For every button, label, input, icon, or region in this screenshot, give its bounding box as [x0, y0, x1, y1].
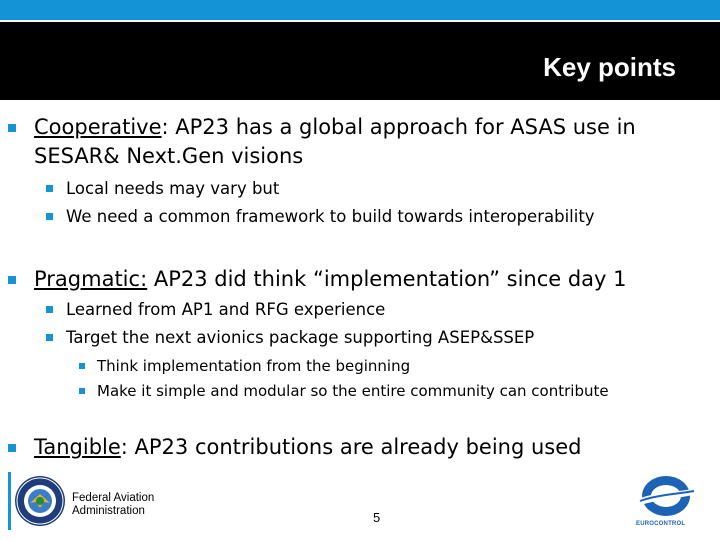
bullet-square-icon — [8, 124, 16, 132]
page-number: 5 — [373, 510, 381, 525]
bullet-square-icon — [79, 388, 85, 394]
bullet-lead-tangible: Tangible — [34, 435, 121, 459]
sub-bullet-text: Learned from AP1 and RFG experience — [66, 300, 386, 319]
bullet-square-icon — [79, 363, 85, 369]
sub-bullet-text: We need a common framework to build towards interoperability — [66, 207, 595, 226]
slide-title: Key points — [543, 52, 676, 82]
sub-bullet — [66, 328, 534, 347]
bullet-square-icon — [8, 276, 16, 284]
faa-name-line1: Federal Aviation — [72, 492, 155, 504]
eurocontrol-label: EUROCONTROL — [636, 521, 686, 527]
sub-sub-bullet — [97, 382, 609, 400]
bullet-tangible — [34, 435, 581, 459]
bullet-pragmatic — [34, 267, 627, 291]
top-accent-strip — [0, 0, 720, 20]
eurocontrol-logo — [632, 474, 700, 518]
bullet-square-icon — [8, 444, 16, 452]
faa-name — [72, 492, 154, 518]
bullet-cooperative-continuation: SESAR& Next.Gen visions — [34, 144, 304, 168]
sub-sub-bullet-text: Make it simple and modular so the entire community can contribute — [97, 382, 609, 400]
sub-bullet-text: Local needs may vary but — [66, 179, 280, 198]
sub-bullet — [66, 179, 279, 198]
bullet-text-tangible: : AP23 contributions are already being used — [120, 435, 582, 459]
sub-bullet — [66, 300, 385, 319]
bullet-square-icon — [46, 334, 53, 341]
faa-name-line2: Administration — [72, 505, 145, 517]
bullet-lead-pragmatic: Pragmatic: — [34, 267, 148, 291]
bullet-square-icon — [46, 306, 53, 313]
bullet-lead-cooperative: Cooperative — [34, 115, 162, 139]
sub-sub-bullet — [97, 357, 410, 375]
sub-bullet — [66, 207, 595, 226]
bullet-square-icon — [46, 185, 53, 192]
bullet-text-pragmatic: AP23 did think “implementation” since day 1 — [147, 267, 627, 291]
sub-bullet-text: Target the next avionics package supporting ASEP&SSEP — [66, 328, 535, 347]
faa-seal-logo — [8, 472, 66, 530]
bullet-text-cooperative: : AP23 has a global approach for ASAS use in — [161, 115, 636, 139]
bullet-square-icon — [46, 213, 53, 220]
bullet-cooperative — [34, 115, 636, 139]
sub-sub-bullet-text: Think implementation from the beginning — [97, 357, 411, 375]
